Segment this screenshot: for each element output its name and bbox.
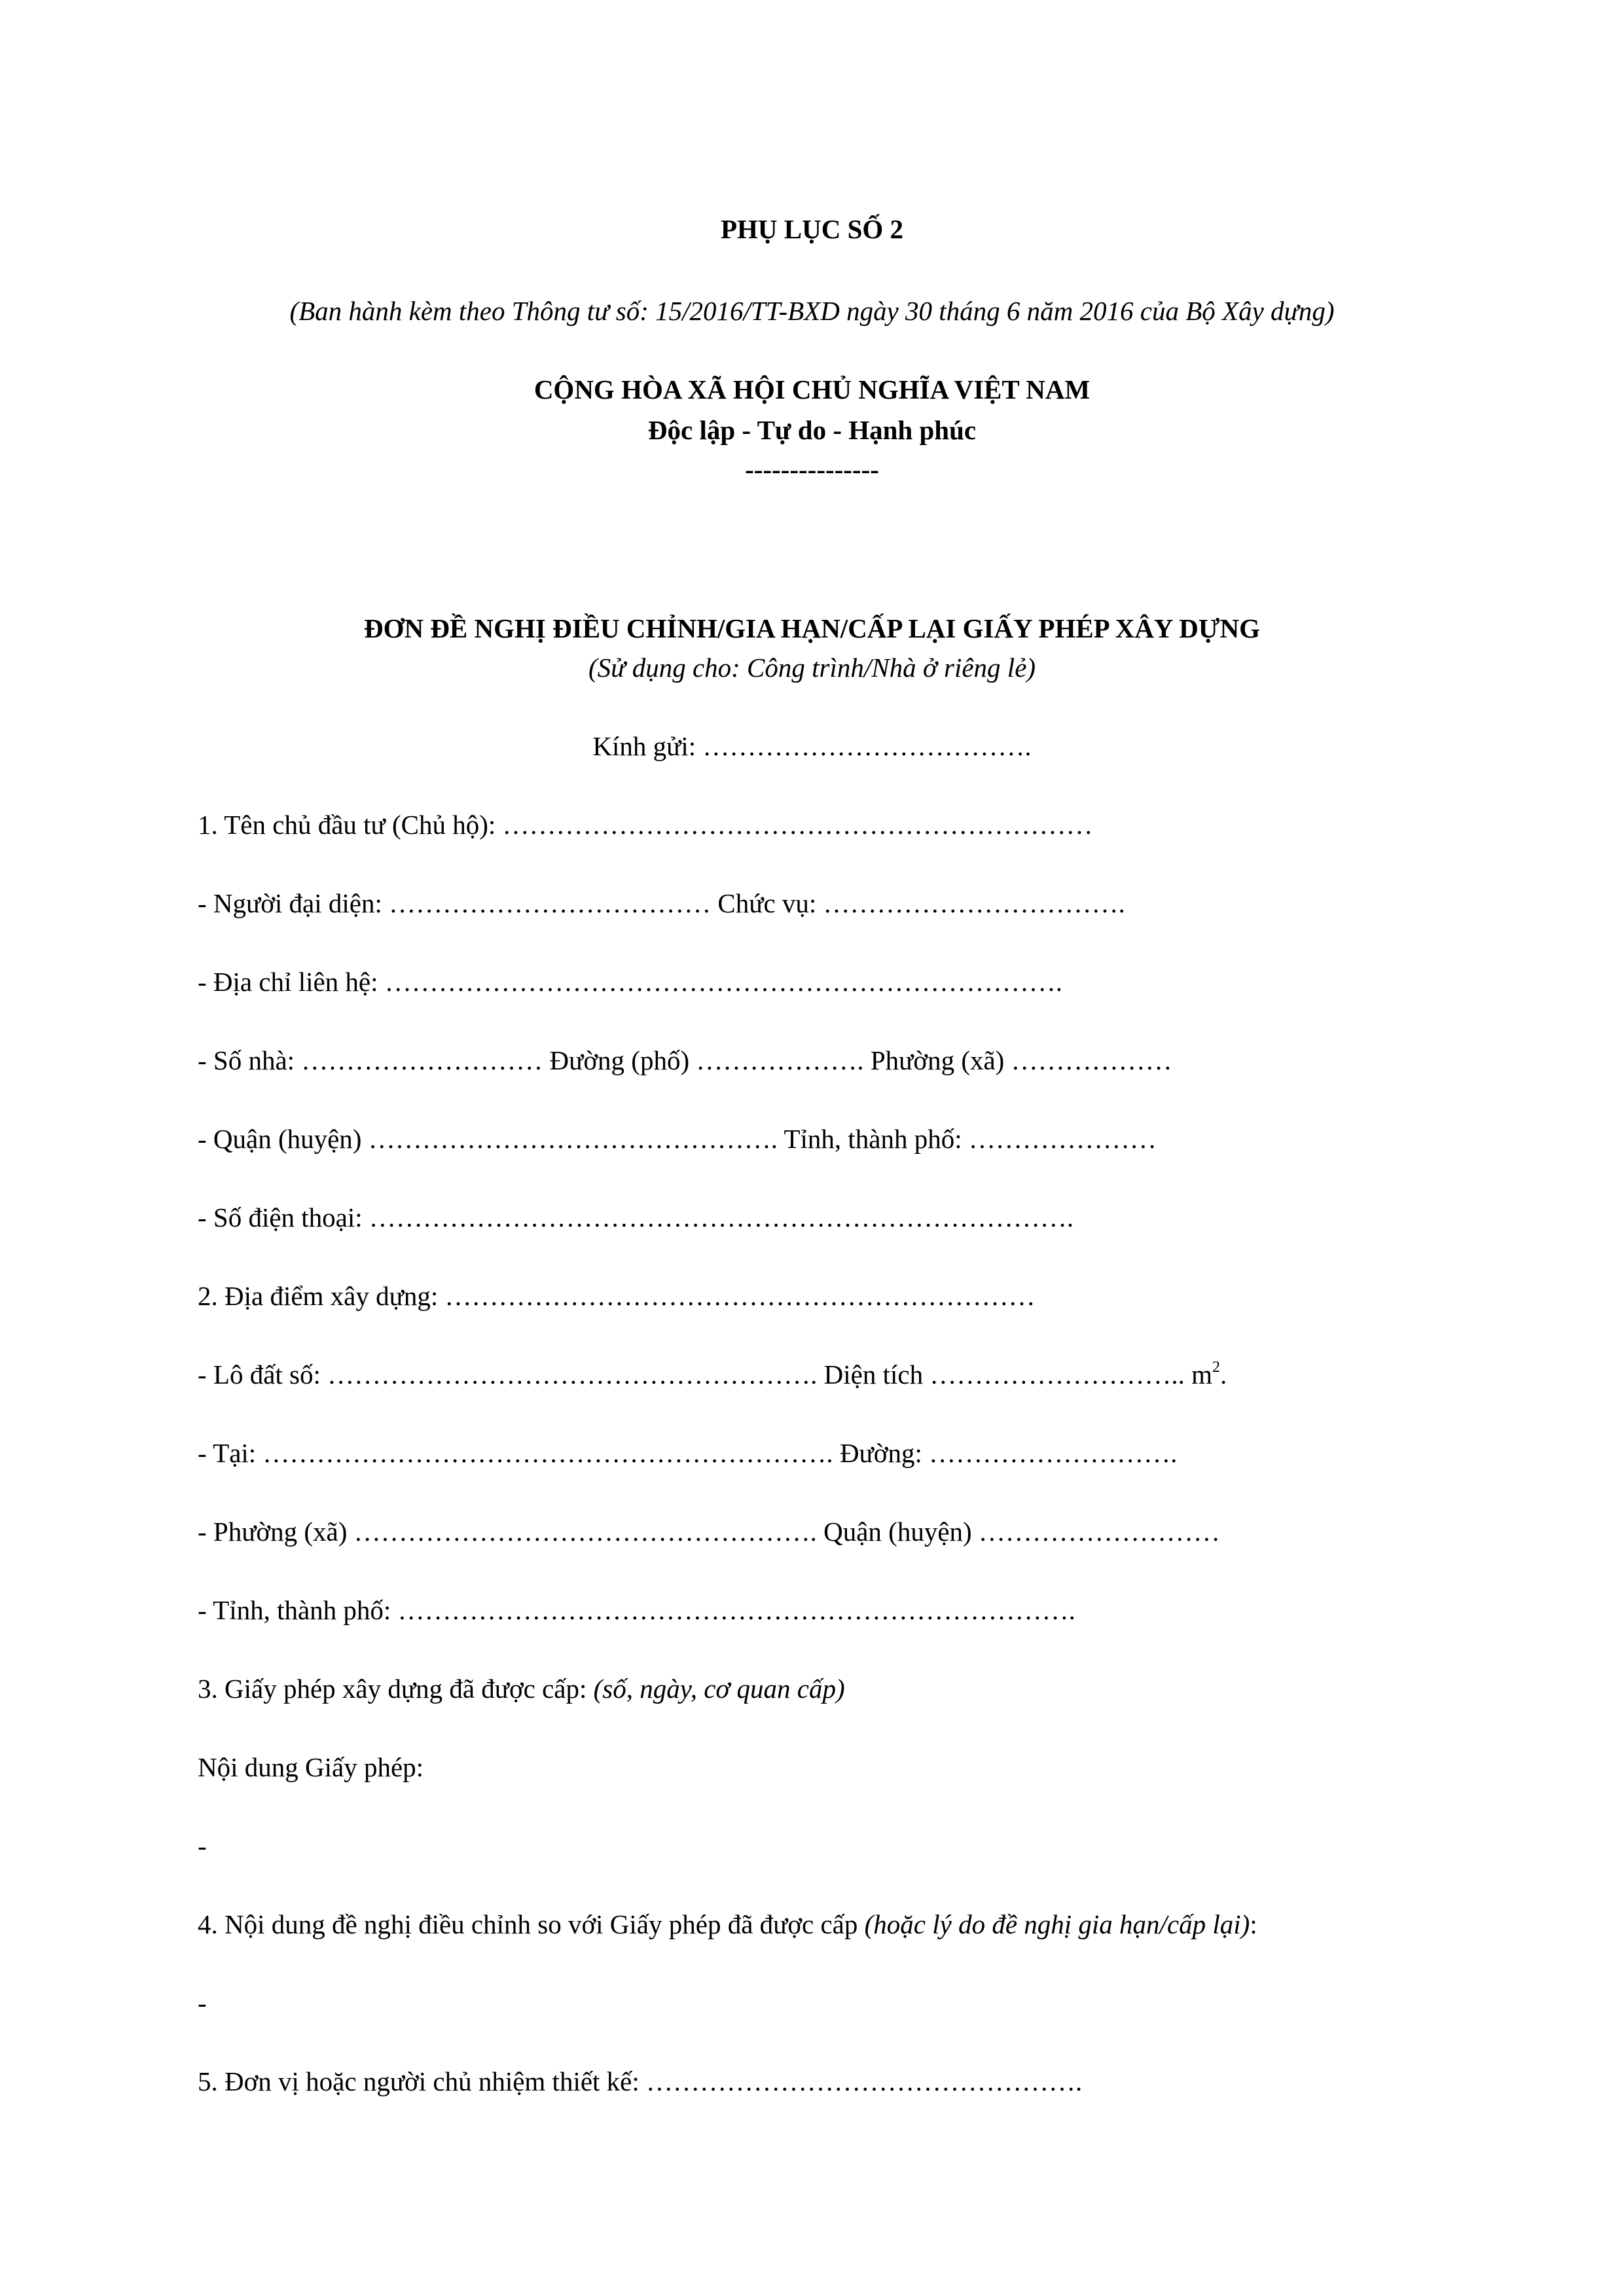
house-address-row <box>198 1044 1172 1077</box>
site-street-field: Đường: ………………………. <box>839 1438 1178 1468</box>
section-4-heading <box>198 1908 1257 1941</box>
owner-name-line: 1. Tên chủ đầu tư (Chủ hộ): ………………………………………………………… <box>198 810 1093 840</box>
section-3-heading <box>198 1672 845 1705</box>
recipient-line: Kính gửi: ………………………………. <box>592 731 1032 761</box>
representative-field: - Người đại diện: ……………………………… <box>198 888 712 918</box>
location-field: - Tại: ………………………………………………………. <box>198 1438 833 1468</box>
section-3-label: 3. Giấy phép xây dựng đã được cấp: <box>198 1674 587 1704</box>
permit-content-dash: - <box>198 1831 207 1861</box>
section-4-colon: : <box>1250 1909 1257 1939</box>
area-field <box>824 1359 1227 1390</box>
form-title: ĐƠN ĐỀ NGHỊ ĐIỀU CHỈNH/GIA HẠN/CẤP LẠI GIẤY PHÉP XÂY DỰNG <box>363 613 1261 643</box>
appendix-title: PHỤ LỤC SỐ 2 <box>720 214 904 244</box>
street-field: Đường (phố) ………………. <box>549 1045 864 1075</box>
area-unit-superscript: 2 <box>1212 1359 1220 1376</box>
section-4-hint: (hoặc lý do đề nghị gia hạn/cấp lại) <box>864 1909 1250 1939</box>
position-field: Chức vụ: ……………………………. <box>717 888 1125 918</box>
site-ward-field: - Phường (xã) ……………………………………………. <box>198 1516 817 1547</box>
area-period: . <box>1219 1359 1227 1390</box>
section-5-line: 5. Đơn vị hoặc người chủ nhiệm thiết kế: …………………………………………. <box>198 2066 1083 2096</box>
contact-address-line: - Địa chỉ liên hệ: …………………………………………………………………. <box>198 967 1063 997</box>
ward-field: Phường (xã) ……………… <box>870 1045 1172 1075</box>
district-row <box>198 1122 1157 1155</box>
province-field: Tỉnh, thành phố: ………………… <box>784 1124 1157 1154</box>
section-3-hint: (số, ngày, cơ quan cấp) <box>593 1674 845 1704</box>
site-ward-row <box>198 1515 1220 1548</box>
form-subtitle: (Sử dụng cho: Công trình/Nhà ở riêng lẻ) <box>588 653 1036 683</box>
section-4-label: 4. Nội dung đề nghị điều chỉnh so với Giấy phép đã được cấp <box>198 1909 858 1939</box>
header-separator: --------------- <box>745 454 879 484</box>
district-field: - Quận (huyện) ………………………………………. <box>198 1124 778 1154</box>
house-number-field: - Số nhà: ……………………… <box>198 1045 543 1075</box>
construction-site-line: 2. Địa điểm xây dựng: ………………………………………………………… <box>198 1281 1036 1311</box>
site-district-field: Quận (huyện) ……………………… <box>823 1516 1220 1547</box>
representative-row <box>198 887 1125 920</box>
lot-number-field: - Lô đất số: ………………………………………………. <box>198 1359 818 1390</box>
adjustment-content-dash: - <box>198 1988 207 2018</box>
site-province-line: - Tỉnh, thành phố: …………………………………………………………………. <box>198 1595 1075 1625</box>
country-name: CỘNG HÒA XÃ HỘI CHỦ NGHĨA VIỆT NAM <box>533 374 1091 404</box>
phone-line: - Số điện thoại: ……………………………………………………………………. <box>198 1202 1074 1232</box>
issued-note: (Ban hành kèm theo Thông tư số: 15/2016/TT-BXD ngày 30 tháng 6 năm 2016 của Bộ Xây dựng) <box>289 296 1335 326</box>
permit-content-label: Nội dung Giấy phép: <box>198 1752 424 1782</box>
location-row <box>198 1437 1177 1469</box>
national-motto: Độc lập - Tự do - Hạnh phúc <box>647 415 977 445</box>
area-label: Diện tích ……………………….. m <box>823 1359 1212 1390</box>
lot-row <box>198 1358 1227 1391</box>
